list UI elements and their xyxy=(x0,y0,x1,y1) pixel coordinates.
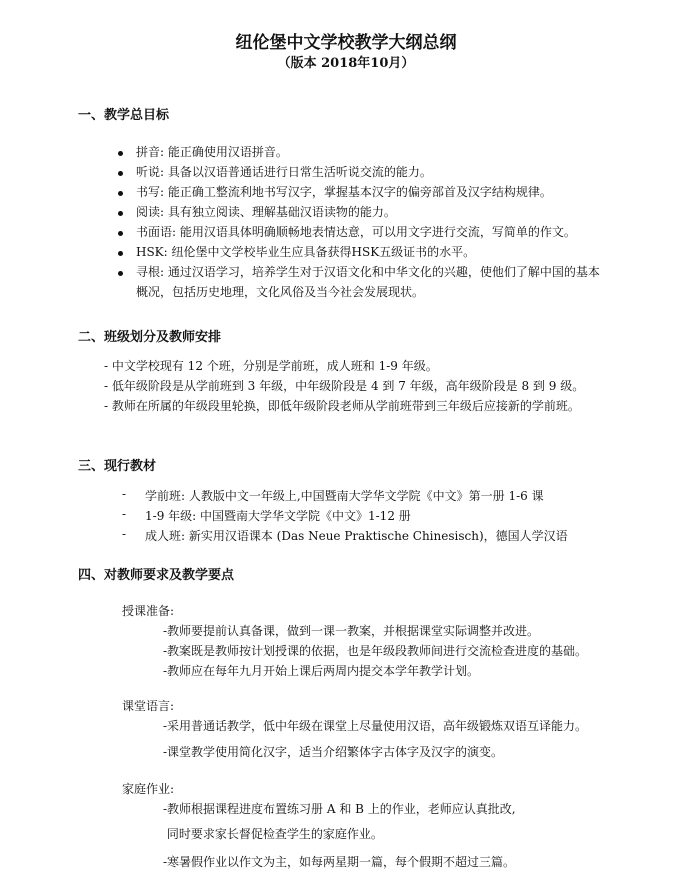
dash-marker: - xyxy=(122,507,127,521)
list-item: -课堂教学使用简化汉字，适当介绍繁体字古体字及汉字的演变。 xyxy=(163,745,504,759)
document-subtitle: （版本 2018年10月） xyxy=(277,56,415,71)
list-item: 学前班: 人教版中文一年级上,中国暨南大学华文学院《中文》第一册 1-6 课 xyxy=(145,489,544,503)
section-heading-goals: 一、教学总目标 xyxy=(78,108,170,123)
dash-marker: - xyxy=(122,527,127,541)
list-item: 成人班: 新实用汉语课本 (Das Neue Praktische Chinesisch)，德国人学汉语 xyxy=(145,529,568,543)
bullet-icon xyxy=(118,211,123,216)
list-item-continuation: 同时要求家长督促检查学生的家庭作业。 xyxy=(163,827,383,841)
bullet-icon xyxy=(118,151,123,156)
bullet-icon xyxy=(118,251,123,256)
list-item: 拼音: 能正确使用汉语拼音。 xyxy=(136,145,288,159)
bullet-icon xyxy=(118,191,123,196)
list-item: 书面语: 能用汉语具体明确顺畅地表情达意，可以用文字进行交流，写简单的作文。 xyxy=(136,225,576,239)
list-item: - 教师在所属的年级段里轮换，即低年级阶段老师从学前班带到三年级后应接新的学前班。 xyxy=(104,399,580,413)
list-item: 听说: 具备以汉语普通话进行日常生活听说交流的能力。 xyxy=(136,165,432,179)
subsection-label-homework: 家庭作业: xyxy=(122,782,175,796)
list-item: -采用普通话教学，低中年级在课堂上尽量使用汉语，高年级锻炼双语互译能力。 xyxy=(163,719,588,733)
bullet-icon xyxy=(118,271,123,276)
section-heading-teacher-requirements: 四、对教师要求及教学要点 xyxy=(78,568,235,583)
list-item-continuation: 概况，包括历史地理，文化风俗及当今社会发展现状。 xyxy=(136,285,425,299)
list-item: 寻根: 通过汉语学习，培养学生对于汉语文化和中华文化的兴趣，使他们了解中国的基本 xyxy=(136,265,600,279)
bullet-icon xyxy=(118,171,123,176)
section-heading-textbooks: 三、现行教材 xyxy=(78,459,157,474)
list-item: - 低年级阶段是从学前班到 3 年级，中年级阶段是 4 到 7 年级，高年级阶段是 8 到 9 级。 xyxy=(104,379,585,393)
list-item: -教师要提前认真备课，做到一课一教案，并根据课堂实际调整并改进。 xyxy=(163,624,540,638)
list-item: 1-9 年级: 中国暨南大学华文学院《中文》1-12 册 xyxy=(145,509,411,523)
subsection-label-preparation: 授课准备: xyxy=(122,604,175,618)
list-item: -教案既是教师按计划授课的依据，也是年级段教师间进行交流检查进度的基础。 xyxy=(163,644,588,658)
section-heading-classes: 二、班级划分及教师安排 xyxy=(78,330,222,345)
list-item: HSK: 纽伦堡中文学校毕业生应具备获得HSK五级证书的水平。 xyxy=(136,245,476,259)
subsection-label-classroom-language: 课堂语言: xyxy=(122,699,175,713)
list-item: -教师应在每年九月开始上课后两周内提交本学年教学计划。 xyxy=(163,664,480,678)
dash-marker: - xyxy=(122,487,127,501)
list-item: 书写: 能正确工整流利地书写汉字，掌握基本汉字的偏旁部首及汉字结构规律。 xyxy=(136,185,552,199)
bullet-icon xyxy=(118,231,123,236)
list-item: 阅读: 具有独立阅读、理解基础汉语读物的能力。 xyxy=(136,205,396,219)
list-item: -寒暑假作业以作文为主，如每两星期一篇，每个假期不超过三篇。 xyxy=(163,855,516,869)
list-item: - 中文学校现有 12 个班，分别是学前班，成人班和 1-9 年级。 xyxy=(104,359,438,373)
list-item: -教师根据课程进度布置练习册 A 和 B 上的作业，老师应认真批改, xyxy=(163,802,516,816)
document-title: 纽伦堡中文学校教学大纲总纲 xyxy=(235,33,457,53)
